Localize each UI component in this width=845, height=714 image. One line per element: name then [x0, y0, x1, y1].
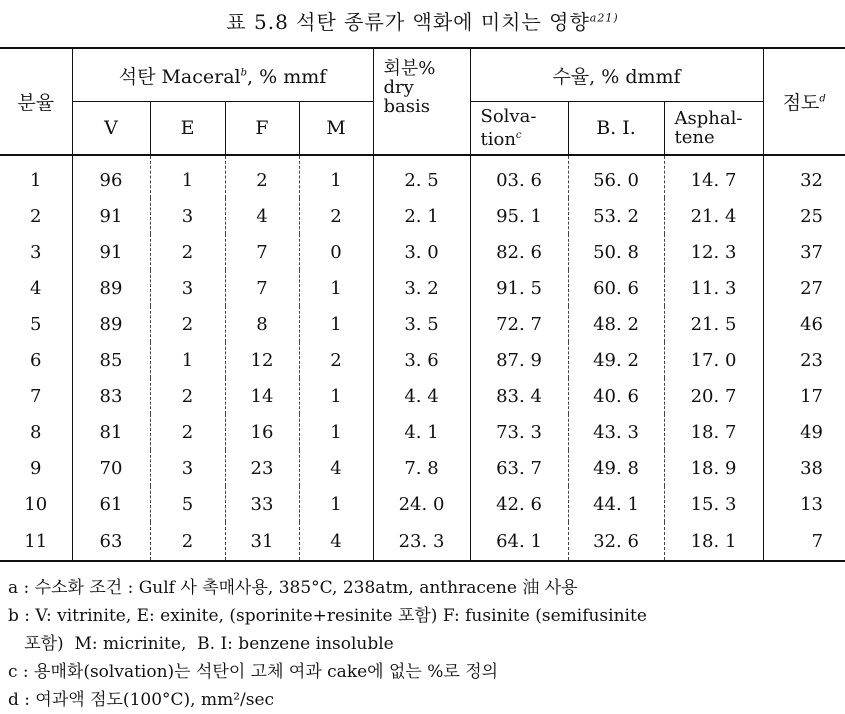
table-cell: 4	[0, 270, 72, 306]
solvation-sup: c	[515, 130, 522, 141]
table-cell: 82. 6	[470, 234, 568, 270]
table-cell: 89	[72, 270, 150, 306]
table-cell: 13	[800, 493, 824, 515]
table-cell: 1	[299, 306, 373, 342]
table-cell: 11. 3	[664, 270, 763, 306]
asphal-line1: Asphal-	[674, 108, 743, 129]
solvation-line2: tion	[480, 129, 516, 150]
coal-liquefaction-table	[0, 47, 845, 562]
table-cell: 83	[72, 378, 150, 414]
table-cell: 4	[299, 450, 373, 486]
table-row	[0, 270, 845, 306]
table-cell: 9	[0, 450, 72, 486]
table-cell: 91. 5	[470, 270, 568, 306]
table-cell: 14. 7	[664, 155, 763, 198]
table-cell: 2	[150, 306, 225, 342]
table-cell: 3. 5	[373, 306, 470, 342]
table-cell: 42. 6	[470, 486, 568, 522]
table-caption	[0, 6, 845, 35]
table-cell: 25	[800, 205, 824, 227]
table-cell: 18. 9	[664, 450, 763, 486]
table-cell: 2. 1	[373, 198, 470, 234]
table-cell: 23. 3	[373, 522, 470, 561]
table-cell: 2	[150, 378, 225, 414]
table-cell: 2	[150, 414, 225, 450]
table-cell: 23	[800, 349, 824, 371]
caption-ref: a21)	[589, 11, 619, 25]
table-cell: 2	[225, 155, 299, 198]
table-cell: 0	[299, 234, 373, 270]
table-cell: 89	[72, 306, 150, 342]
maceral-unit: , % mmf	[247, 65, 327, 88]
table-cell: 5	[150, 486, 225, 522]
table-cell: 96	[72, 155, 150, 198]
table-cell: 70	[72, 450, 150, 486]
header-fraction: 분율	[0, 48, 72, 155]
table-cell: 63	[72, 522, 150, 561]
table-cell: 43. 3	[568, 414, 664, 450]
table-cell: 4. 4	[373, 378, 470, 414]
header-asphaltene	[664, 102, 763, 156]
table-cell: 33	[225, 486, 299, 522]
table-cell: 2	[299, 342, 373, 378]
table-row	[0, 342, 845, 378]
table-cell: 4	[299, 522, 373, 561]
header-bi: B. I.	[568, 102, 664, 156]
table-cell: 1	[150, 155, 225, 198]
table-cell: 21. 4	[664, 198, 763, 234]
table-cell: 56. 0	[568, 155, 664, 198]
table-cell: 61	[72, 486, 150, 522]
table-cell: 3	[150, 198, 225, 234]
table-cell: 3	[150, 450, 225, 486]
table-cell: 53. 2	[568, 198, 664, 234]
table-cell: 12	[225, 342, 299, 378]
table-row	[0, 155, 845, 198]
header-viscosity	[763, 48, 845, 155]
table-cell: 2	[150, 522, 225, 561]
ash-line3: basis	[383, 96, 430, 117]
table-cell: 87. 9	[470, 342, 568, 378]
table-cell: 49. 8	[568, 450, 664, 486]
table-cell: 15. 3	[664, 486, 763, 522]
ash-line2: dry	[383, 77, 414, 98]
header-m: M	[299, 102, 373, 156]
table-cell: 7	[0, 378, 72, 414]
table-row	[0, 414, 845, 450]
header-e: E	[150, 102, 225, 156]
table-row	[0, 522, 845, 561]
table-cell: 24. 0	[373, 486, 470, 522]
table-cell: 1	[0, 155, 72, 198]
table-cell: 4. 1	[373, 414, 470, 450]
header-f: F	[225, 102, 299, 156]
table-row	[0, 306, 845, 342]
table-cell: 64. 1	[470, 522, 568, 561]
table-cell: 50. 8	[568, 234, 664, 270]
table-cell: 40. 6	[568, 378, 664, 414]
table-cell: 1	[299, 270, 373, 306]
table-cell: 60. 6	[568, 270, 664, 306]
viscosity-label: 점도	[782, 92, 820, 114]
table-cell: 2	[299, 198, 373, 234]
table-cell: 27	[800, 277, 824, 299]
table-cell: 7. 8	[373, 450, 470, 486]
table-cell: 46	[800, 313, 824, 335]
footnote-a: a : 수소화 조건 : Gulf 사 촉매사용, 385°C, 238atm, anthracene 油 사용	[8, 578, 578, 598]
table-cell: 3. 6	[373, 342, 470, 378]
table-cell: 1	[299, 155, 373, 198]
table-cell: 2. 5	[373, 155, 470, 198]
table-cell: 1	[299, 414, 373, 450]
table-cell: 3. 2	[373, 270, 470, 306]
table-cell: 2	[0, 198, 72, 234]
table-cell: 3. 0	[373, 234, 470, 270]
table-cell: 38	[800, 457, 824, 479]
ash-line1: 회분%	[383, 58, 436, 79]
header-v: V	[72, 102, 150, 156]
table-cell: 7	[225, 234, 299, 270]
footnote-b: b : V: vitrinite, E: exinite, (sporinite+resinite 포함) F: fusinite (semifusinite	[8, 606, 647, 626]
table-cell: 73. 3	[470, 414, 568, 450]
table-cell: 81	[72, 414, 150, 450]
table-cell: 23	[225, 450, 299, 486]
header-ash	[373, 48, 470, 155]
table-cell: 6	[0, 342, 72, 378]
table-cell: 3	[150, 270, 225, 306]
table-cell: 5	[0, 306, 72, 342]
table-cell: 8	[0, 414, 72, 450]
table-cell: 17	[800, 385, 824, 407]
footnote-b-cont: 포함) M: micrinite, B. I: benzene insoluble	[8, 634, 394, 654]
table-body	[0, 155, 845, 561]
table-cell: 7	[225, 270, 299, 306]
table-cell: 12. 3	[664, 234, 763, 270]
table-cell: 1	[299, 378, 373, 414]
table-cell: 8	[225, 306, 299, 342]
footnote-c: c : 용매화(solvation)는 석탄이 고체 여과 cake에 없는 %로 정의	[8, 662, 499, 682]
table-cell: 11	[0, 522, 72, 561]
table-cell: 72. 7	[470, 306, 568, 342]
table-cell: 37	[800, 241, 824, 263]
table-cell: 91	[72, 198, 150, 234]
table-cell: 32. 6	[568, 522, 664, 561]
table-cell: 91	[72, 234, 150, 270]
table-cell: 18. 1	[664, 522, 763, 561]
table-cell: 1	[150, 342, 225, 378]
table-cell: 16	[225, 414, 299, 450]
table-cell: 44. 1	[568, 486, 664, 522]
table-cell: 03. 6	[470, 155, 568, 198]
header-maceral-group	[72, 48, 373, 102]
table-row	[0, 378, 845, 414]
table-row	[0, 234, 845, 270]
table-cell: 85	[72, 342, 150, 378]
solvation-line1: Solva-	[480, 106, 537, 127]
table-cell: 7	[763, 522, 845, 561]
table-cell: 31	[225, 522, 299, 561]
viscosity-sup: d	[819, 93, 826, 105]
footnote-d: d : 여과액 점도(100°C), mm²/sec	[8, 690, 275, 710]
table-cell: 32	[800, 169, 824, 191]
table-row	[0, 450, 845, 486]
table-cell: 4	[225, 198, 299, 234]
header-solvation	[470, 102, 568, 156]
table-row	[0, 198, 845, 234]
table-cell: 2	[150, 234, 225, 270]
table-cell: 20. 7	[664, 378, 763, 414]
table-cell: 1	[299, 486, 373, 522]
footnotes	[8, 574, 843, 714]
header-yield-group: 수율, % dmmf	[470, 48, 763, 102]
maceral-sup: b	[240, 67, 248, 79]
table-cell: 48. 2	[568, 306, 664, 342]
table-cell: 3	[0, 234, 72, 270]
table-cell: 63. 7	[470, 450, 568, 486]
table-cell: 21. 5	[664, 306, 763, 342]
table-cell: 17. 0	[664, 342, 763, 378]
asphal-line2: tene	[674, 127, 715, 148]
maceral-label: 석탄 Maceral	[118, 65, 241, 88]
table-cell: 83. 4	[470, 378, 568, 414]
table-cell: 49. 2	[568, 342, 664, 378]
table-cell: 10	[0, 486, 72, 522]
table-cell: 49	[800, 421, 824, 443]
table-cell: 95. 1	[470, 198, 568, 234]
table-cell: 18. 7	[664, 414, 763, 450]
table-cell: 14	[225, 378, 299, 414]
table-row	[0, 486, 845, 522]
caption-text: 표 5.8 석탄 종류가 액화에 미치는 영향	[226, 10, 590, 34]
